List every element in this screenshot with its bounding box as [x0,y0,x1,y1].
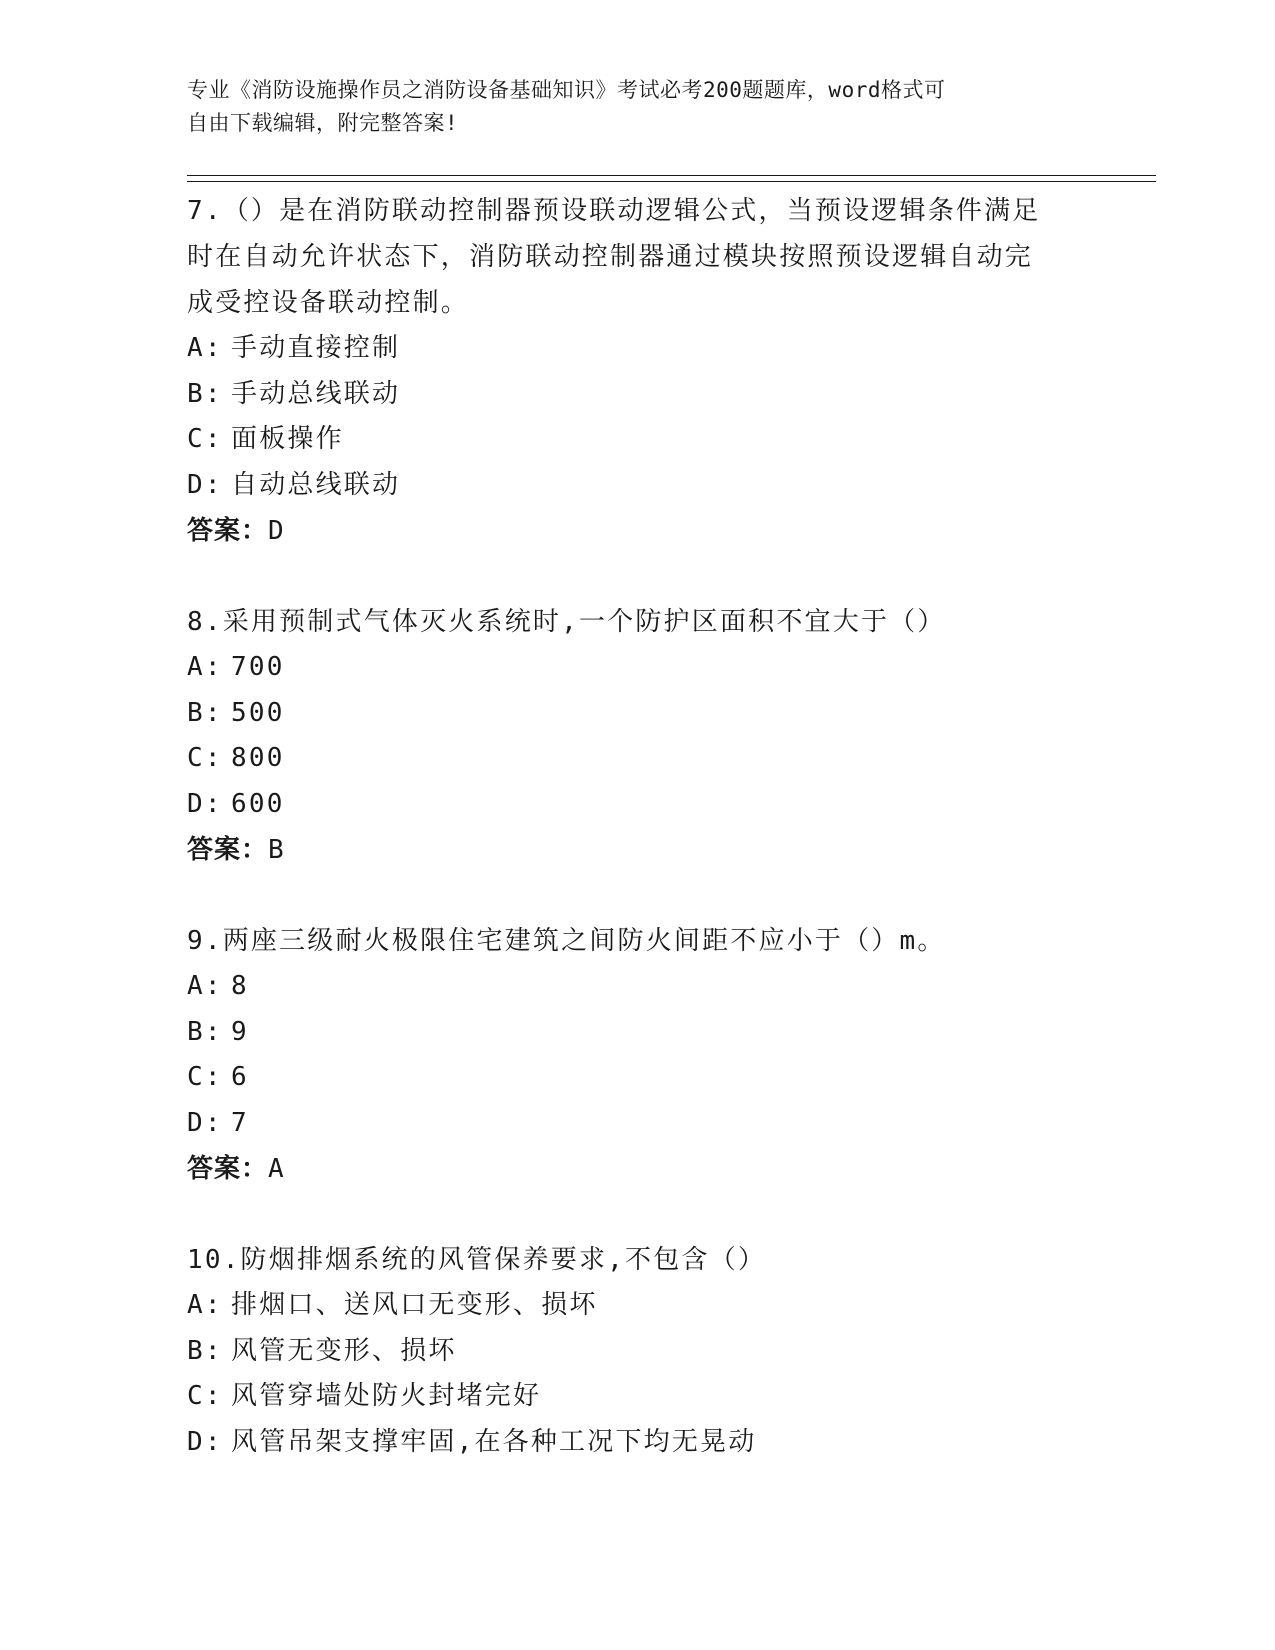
option-text: 风管穿墙处防火封堵完好 [231,1381,542,1411]
option-key: B: [187,1335,223,1366]
option-d [187,1420,1087,1466]
header-title-line-1: 专业《消防设施操作员之消防设备基础知识》考试必考200题题库，word格式可 [187,78,946,102]
option-key: A: [187,333,223,363]
question-10 [187,1237,1087,1465]
question-stem-line: 9.两座三级耐火极限住宅建筑之间防火间距不应小于（）m。 [187,926,946,956]
question-stem-line: 7.（）是在消防联动控制器预设联动逻辑公式，当预设逻辑条件满足 [187,196,1041,226]
question-list [187,188,1087,1465]
spacer [187,554,1087,599]
option-text: 500 [231,697,285,728]
option-key: D: [187,1107,223,1138]
option-c [187,1055,1087,1101]
option-text: 面板操作 [231,424,344,454]
answer-value: B [268,835,285,865]
option-key: B: [187,1016,223,1047]
question-stem-line: 成受控设备联动控制。 [187,288,470,318]
option-text: 手动总线联动 [231,378,401,409]
option-key: D: [187,1426,223,1457]
option-key: C: [187,1381,223,1411]
option-text: 9 [231,1016,249,1047]
header-title-line-2: 自由下载编辑，附完整答案! [187,111,459,135]
option-a [187,326,1087,372]
option-text: 排烟口、送风口无变形、损坏 [231,1290,598,1320]
option-text: 风管吊架支撑牢固,在各种工况下均无晃动 [231,1426,757,1457]
answer-line [187,827,1087,873]
spacer [187,873,1087,918]
option-key: C: [187,424,223,454]
option-text: 7 [231,1107,249,1138]
answer-label: 答案： [187,1154,269,1184]
option-b [187,372,1087,418]
question-8 [187,599,1087,873]
option-text: 风管无变形、损坏 [231,1335,457,1366]
option-key: B: [187,697,223,728]
question-stem-line: 8.采用预制式气体灭火系统时,一个防护区面积不宜大于（） [187,607,946,637]
spacer [187,1192,1087,1237]
option-b [187,1010,1087,1056]
option-a [187,964,1087,1010]
option-key: A: [187,1290,223,1320]
option-text: 自动总线联动 [231,469,401,500]
option-text: 手动直接控制 [231,333,401,363]
option-d [187,1101,1087,1147]
question-stem-line: 时在自动允许状态下，消防联动控制器通过模块按照预设逻辑自动完 [187,242,1034,272]
option-a [187,1283,1087,1329]
option-text: 600 [231,788,285,819]
document-header [187,74,1087,140]
option-key: B: [187,378,223,409]
answer-value: D [268,516,285,546]
option-a [187,645,1087,691]
answer-label: 答案： [187,835,269,865]
option-text: 8 [231,971,249,1001]
option-d [187,782,1087,828]
answer-line [187,1146,1087,1192]
option-d [187,463,1087,509]
question-7 [187,188,1087,554]
option-b [187,691,1087,737]
header-divider-top [187,175,1156,176]
option-c [187,1374,1087,1420]
answer-label: 答案： [187,516,269,546]
option-key: A: [187,652,223,682]
option-text: 6 [231,1062,249,1092]
answer-line [187,508,1087,554]
question-9 [187,918,1087,1192]
option-b [187,1329,1087,1375]
option-key: C: [187,1062,223,1092]
header-divider-bottom [187,181,1156,182]
option-key: C: [187,743,223,773]
option-c [187,736,1087,782]
option-key: D: [187,788,223,819]
option-text: 800 [231,743,285,773]
question-stem-line: 10.防烟排烟系统的风管保养要求,不包含（） [187,1245,767,1275]
option-c [187,417,1087,463]
option-key: D: [187,469,223,500]
answer-value: A [268,1154,285,1184]
option-text: 700 [231,652,285,682]
option-key: A: [187,971,223,1001]
